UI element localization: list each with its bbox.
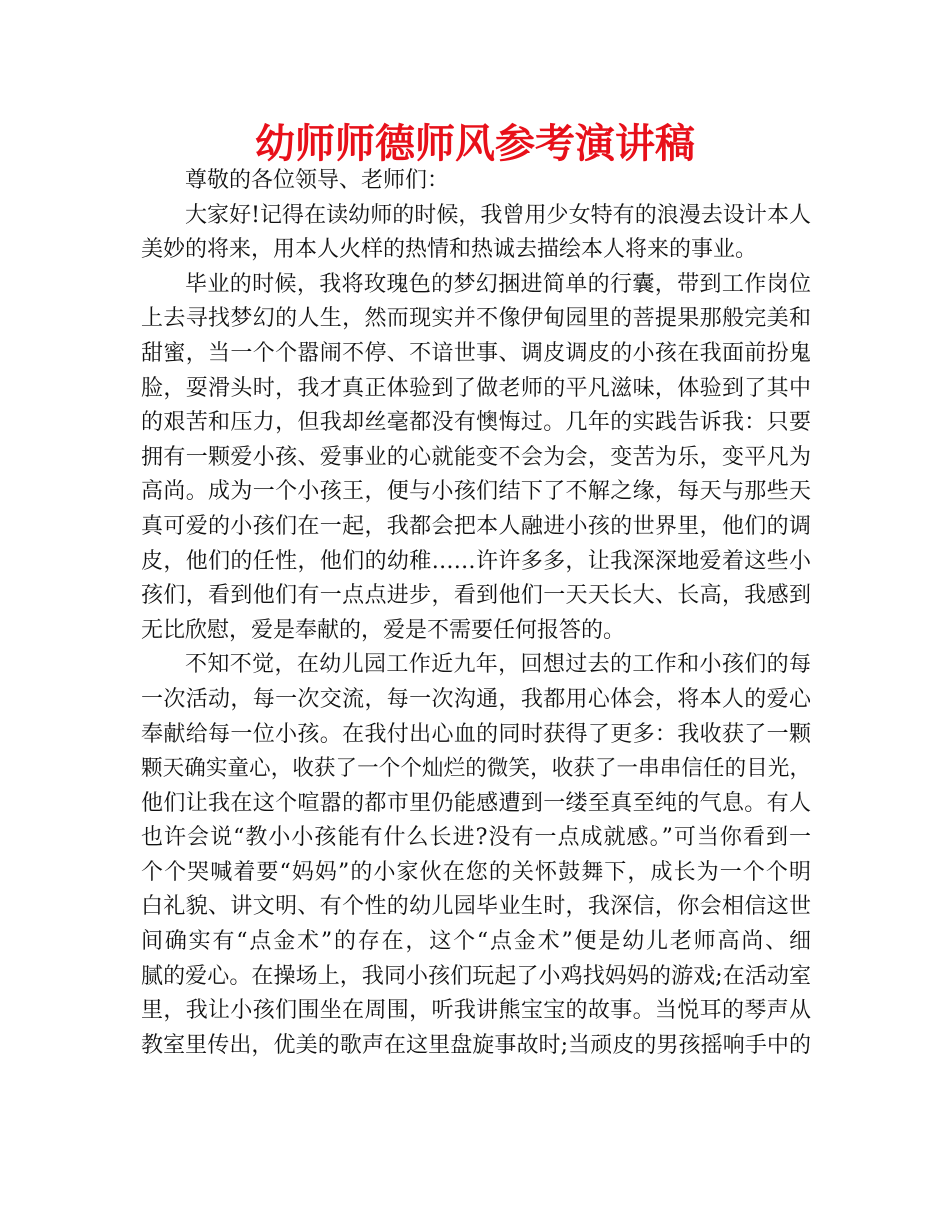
text-line: 白礼貌、讲文明、有个性的幼儿园毕业生时，我深信，你会相信这世 bbox=[141, 894, 811, 920]
text-line: 尊敬的各位领导、老师们： bbox=[185, 168, 450, 193]
text-line: 奉献给每一位小孩。在我付出心血的同时获得了更多：我收获了一颗 bbox=[141, 721, 811, 747]
text-line: 他们让我在这个喧嚣的都市里仍能感遭到一缕至真至纯的气息。有人 bbox=[141, 790, 811, 816]
text-line: 脸，耍滑头时，我才真正体验到了做老师的平凡滋味，体验到了其中 bbox=[141, 375, 811, 401]
document-body bbox=[141, 165, 811, 1064]
text-line: 颗天确实童心，收获了一个个灿烂的微笑，收获了一串串信任的目光， bbox=[141, 756, 811, 782]
text-line: 也许会说“教小小孩能有什么长进?没有一点成就感。”可当你看到一 bbox=[141, 825, 811, 851]
text-line: 大家好!记得在读幼师的时候，我曾用少女特有的浪漫去设计本人 bbox=[185, 202, 811, 228]
text-line: 里，我让小孩们围坐在周围，听我讲熊宝宝的故事。当悦耳的琴声从 bbox=[141, 998, 811, 1024]
text-line: 高尚。成为一个小孩王，便与小孩们结下了不解之缘，每天与那些天 bbox=[141, 479, 811, 505]
text-line: 美妙的将来，用本人火样的热情和热诚去描绘本人将来的事业。 bbox=[141, 237, 758, 263]
text-line: 无比欣慰，爱是奉献的，爱是不需要任何报答的。 bbox=[141, 617, 626, 643]
text-line: 孩们，看到他们有一点点进步，看到他们一天天长大、长高，我感到 bbox=[141, 583, 811, 609]
document-title: 幼师师德师风参考演讲稿 bbox=[255, 121, 695, 167]
text-line: 的艰苦和压力，但我却丝毫都没有懊悔过。几年的实践告诉我：只要 bbox=[141, 410, 811, 436]
text-line: 不知不觉，在幼儿园工作近九年，回想过去的工作和小孩们的每 bbox=[185, 652, 811, 678]
text-line: 腻的爱心。在操场上，我同小孩们玩起了小鸡找妈妈的游戏;在活动室 bbox=[141, 963, 811, 989]
text-line: 真可爱的小孩们在一起，我都会把本人融进小孩的世界里，他们的调 bbox=[141, 513, 811, 539]
text-line: 间确实有“点金术”的存在，这个“点金术”便是幼儿老师高尚、细 bbox=[141, 929, 811, 955]
text-line: 毕业的时候，我将玫瑰色的梦幻捆进简单的行囊，带到工作岗位 bbox=[185, 271, 811, 297]
text-line: 教室里传出，优美的歌声在这里盘旋事故时;当顽皮的男孩摇响手中的 bbox=[141, 1032, 811, 1058]
text-line: 拥有一颗爱小孩、爱事业的心就能变不会为会，变苦为乐，变平凡为 bbox=[141, 444, 811, 470]
text-line: 一次活动，每一次交流，每一次沟通，我都用心体会，将本人的爱心 bbox=[141, 686, 811, 712]
text-line: 上去寻找梦幻的人生，然而现实并不像伊甸园里的菩提果那般完美和 bbox=[141, 306, 811, 332]
text-line: 皮，他们的任性，他们的幼稚……许许多多，让我深深地爱着这些小 bbox=[141, 548, 811, 574]
text-line: 甜蜜，当一个个嚣闹不停、不谙世事、调皮调皮的小孩在我面前扮鬼 bbox=[141, 340, 811, 366]
text-line: 个个哭喊着要“妈妈”的小家伙在您的关怀鼓舞下，成长为一个个明 bbox=[141, 859, 811, 885]
